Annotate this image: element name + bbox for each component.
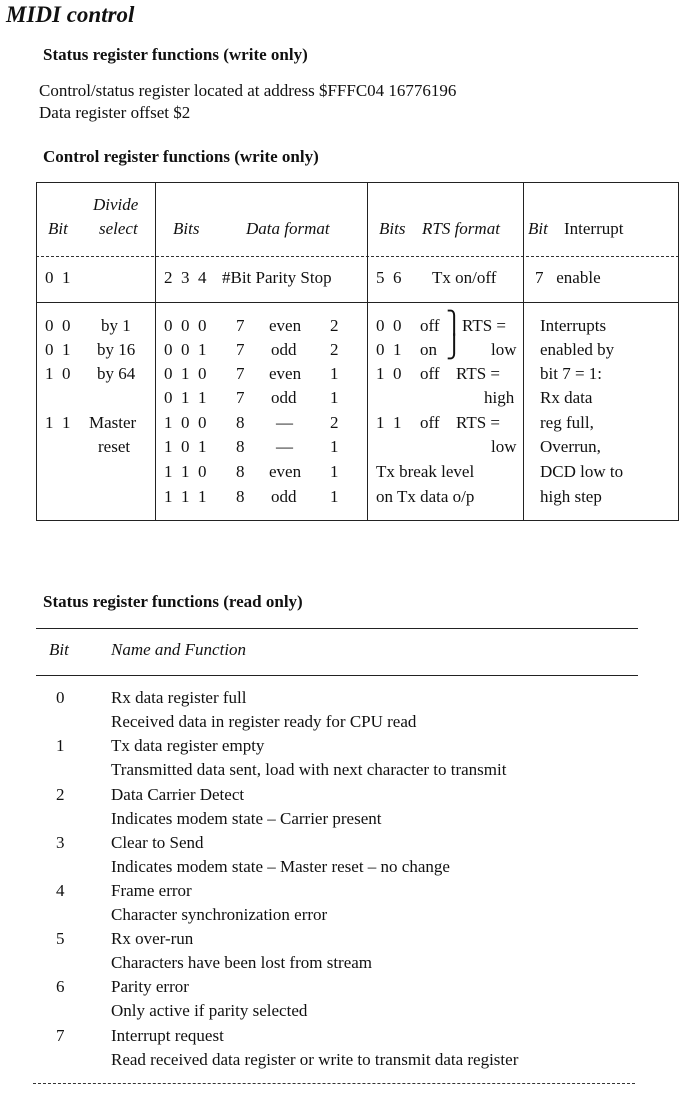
status-desc: Character synchronization error: [111, 905, 328, 924]
status-desc: Indicates modem state – Master reset – no change: [111, 857, 450, 876]
interrupt-line: high step: [540, 487, 602, 506]
status-bit: 2: [56, 785, 65, 804]
table-top-border: [36, 182, 679, 183]
header-divide: Divide: [93, 195, 139, 214]
status-desc: Characters have been lost from stream: [111, 953, 373, 972]
table-right-border: [678, 182, 679, 520]
divide-select: Master: [89, 413, 137, 432]
rts-bits: 0 1: [376, 340, 402, 359]
status-name: Frame error: [111, 881, 192, 900]
divide-bits: 1 1: [45, 413, 71, 432]
tx-break-level: Tx break level: [376, 462, 475, 481]
rts-state: on: [420, 340, 437, 359]
status-bit: 7: [56, 1026, 65, 1045]
interrupt-line: bit 7 = 1:: [540, 364, 603, 383]
format-parity: even: [269, 316, 302, 335]
offset-info: Data register offset $2: [39, 103, 191, 122]
format-parity: odd: [271, 487, 297, 506]
header-bits: Bits: [173, 219, 200, 238]
format-stop: 1: [330, 364, 339, 383]
divide-bits: 1 0: [45, 364, 71, 383]
status-name: Clear to Send: [111, 833, 204, 852]
status-desc: Read received data register or write to transmit data register: [111, 1050, 519, 1069]
status-bit: 3: [56, 833, 65, 852]
header-bit: Bit: [48, 219, 68, 238]
header-data-format: Data format: [246, 219, 330, 238]
table-row-divider: [36, 302, 679, 303]
status-bit: 6: [56, 977, 65, 996]
table-bottom-border: [36, 520, 679, 521]
format-stop: 1: [330, 437, 339, 456]
header-rts-format: RTS format: [422, 219, 500, 238]
interrupt-line: DCD low to: [540, 462, 624, 481]
divide-select: by 1: [101, 316, 131, 335]
status-name: Data Carrier Detect: [111, 785, 245, 804]
interrupt-bit-label: 7 enable: [535, 268, 601, 287]
status-header-rule: [36, 675, 638, 676]
divide-select: by 64: [97, 364, 136, 383]
tx-on-off-label: Tx on/off: [432, 268, 497, 287]
format-bits: 1 1 1: [164, 487, 207, 506]
format-bit-count: 8: [236, 437, 245, 456]
format-parity: odd: [271, 340, 297, 359]
page-title: MIDI control: [6, 2, 135, 27]
format-parity: even: [269, 462, 302, 481]
table-col-divider-3: [523, 182, 524, 520]
rts-state: off: [420, 316, 440, 335]
format-bit-count: 8: [236, 462, 245, 481]
status-name: Interrupt request: [111, 1026, 224, 1045]
rts-label: RTS =: [456, 413, 500, 432]
format-bits: 0 0 0: [164, 316, 207, 335]
table-col-divider-2: [367, 182, 368, 520]
divide-select: by 16: [97, 340, 136, 359]
status-bit: 0: [56, 688, 65, 707]
format-bit-count: 7: [236, 340, 245, 359]
status-register-heading: Status register functions (read only): [43, 592, 303, 611]
brace-icon: ⎫: [446, 310, 463, 335]
rts-bits: 1 1: [376, 413, 402, 432]
interrupt-line: reg full,: [540, 413, 594, 432]
format-bit-count: 7: [236, 364, 245, 383]
format-stop: 1: [330, 487, 339, 506]
format-bits: 0 1 1: [164, 388, 207, 407]
header-select: select: [99, 219, 138, 238]
brace-icon: ⎭: [446, 334, 463, 359]
format-bits: 0 0 1: [164, 340, 207, 359]
rts-bits: 1 0: [376, 364, 402, 383]
address-info: Control/status register located at address $FFFC04 16776196: [39, 81, 457, 100]
format-bit-count: 8: [236, 487, 245, 506]
table-header-divider: [36, 256, 679, 257]
rts-value: high: [484, 388, 515, 407]
divide-select: reset: [98, 437, 131, 456]
format-parity: even: [269, 364, 302, 383]
format-parity: odd: [271, 388, 297, 407]
rts-bit-numbers: 5 6: [376, 268, 402, 287]
interrupt-line: Interrupts: [540, 316, 607, 335]
rts-value: low: [491, 437, 517, 456]
table-col-divider-1: [155, 182, 156, 520]
status-name: Rx data register full: [111, 688, 247, 707]
format-bit-numbers: 2 3 4: [164, 268, 207, 287]
status-table-top-rule: [36, 628, 638, 629]
format-stop: 1: [330, 388, 339, 407]
format-bit-count: 7: [236, 316, 245, 335]
rts-bits: 0 0: [376, 316, 402, 335]
table-left-border: [36, 182, 37, 520]
format-bit-count: 7: [236, 388, 245, 407]
tx-break-output: on Tx data o/p: [376, 487, 475, 506]
status-desc: Transmitted data sent, load with next character to transmit: [111, 760, 507, 779]
status-name: Tx data register empty: [111, 736, 265, 755]
status-col-name: Name and Function: [111, 640, 247, 659]
format-parity: —: [276, 437, 293, 456]
format-stop: 2: [330, 340, 339, 359]
header-bits-rts: Bits: [379, 219, 406, 238]
header-bit-int: Bit: [528, 219, 548, 238]
rts-state: off: [420, 413, 440, 432]
format-stop: 1: [330, 462, 339, 481]
rts-label: RTS =: [462, 316, 506, 335]
interrupt-line: enabled by: [540, 340, 615, 359]
status-col-bit: Bit: [49, 640, 69, 659]
status-name: Parity error: [111, 977, 189, 996]
status-table-bottom-rule: [33, 1083, 635, 1084]
format-bits: 1 1 0: [164, 462, 207, 481]
status-desc: Only active if parity selected: [111, 1001, 308, 1020]
page-subtitle: Status register functions (write only): [43, 45, 308, 64]
format-bits: 1 0 1: [164, 437, 207, 456]
format-stop: 2: [330, 413, 339, 432]
format-parity: —: [276, 413, 293, 432]
interrupt-line: Overrun,: [540, 437, 601, 456]
format-bits: 1 0 0: [164, 413, 207, 432]
divide-bit-numbers: 0 1: [45, 268, 71, 287]
header-interrupt: Interrupt: [564, 219, 624, 238]
format-bit-count: 8: [236, 413, 245, 432]
rts-state: off: [420, 364, 440, 383]
status-desc: Received data in register ready for CPU read: [111, 712, 417, 731]
status-bit: 1: [56, 736, 65, 755]
status-bit: 4: [56, 881, 65, 900]
status-bit: 5: [56, 929, 65, 948]
rts-value: low: [491, 340, 517, 359]
status-name: Rx over-run: [111, 929, 194, 948]
rts-label: RTS =: [456, 364, 500, 383]
format-bits: 0 1 0: [164, 364, 207, 383]
divide-bits: 0 0: [45, 316, 71, 335]
interrupt-line: Rx data: [540, 388, 593, 407]
format-field-labels: #Bit Parity Stop: [222, 268, 332, 287]
status-desc: Indicates modem state – Carrier present: [111, 809, 382, 828]
format-stop: 2: [330, 316, 339, 335]
control-register-heading: Control register functions (write only): [43, 147, 319, 166]
divide-bits: 0 1: [45, 340, 71, 359]
